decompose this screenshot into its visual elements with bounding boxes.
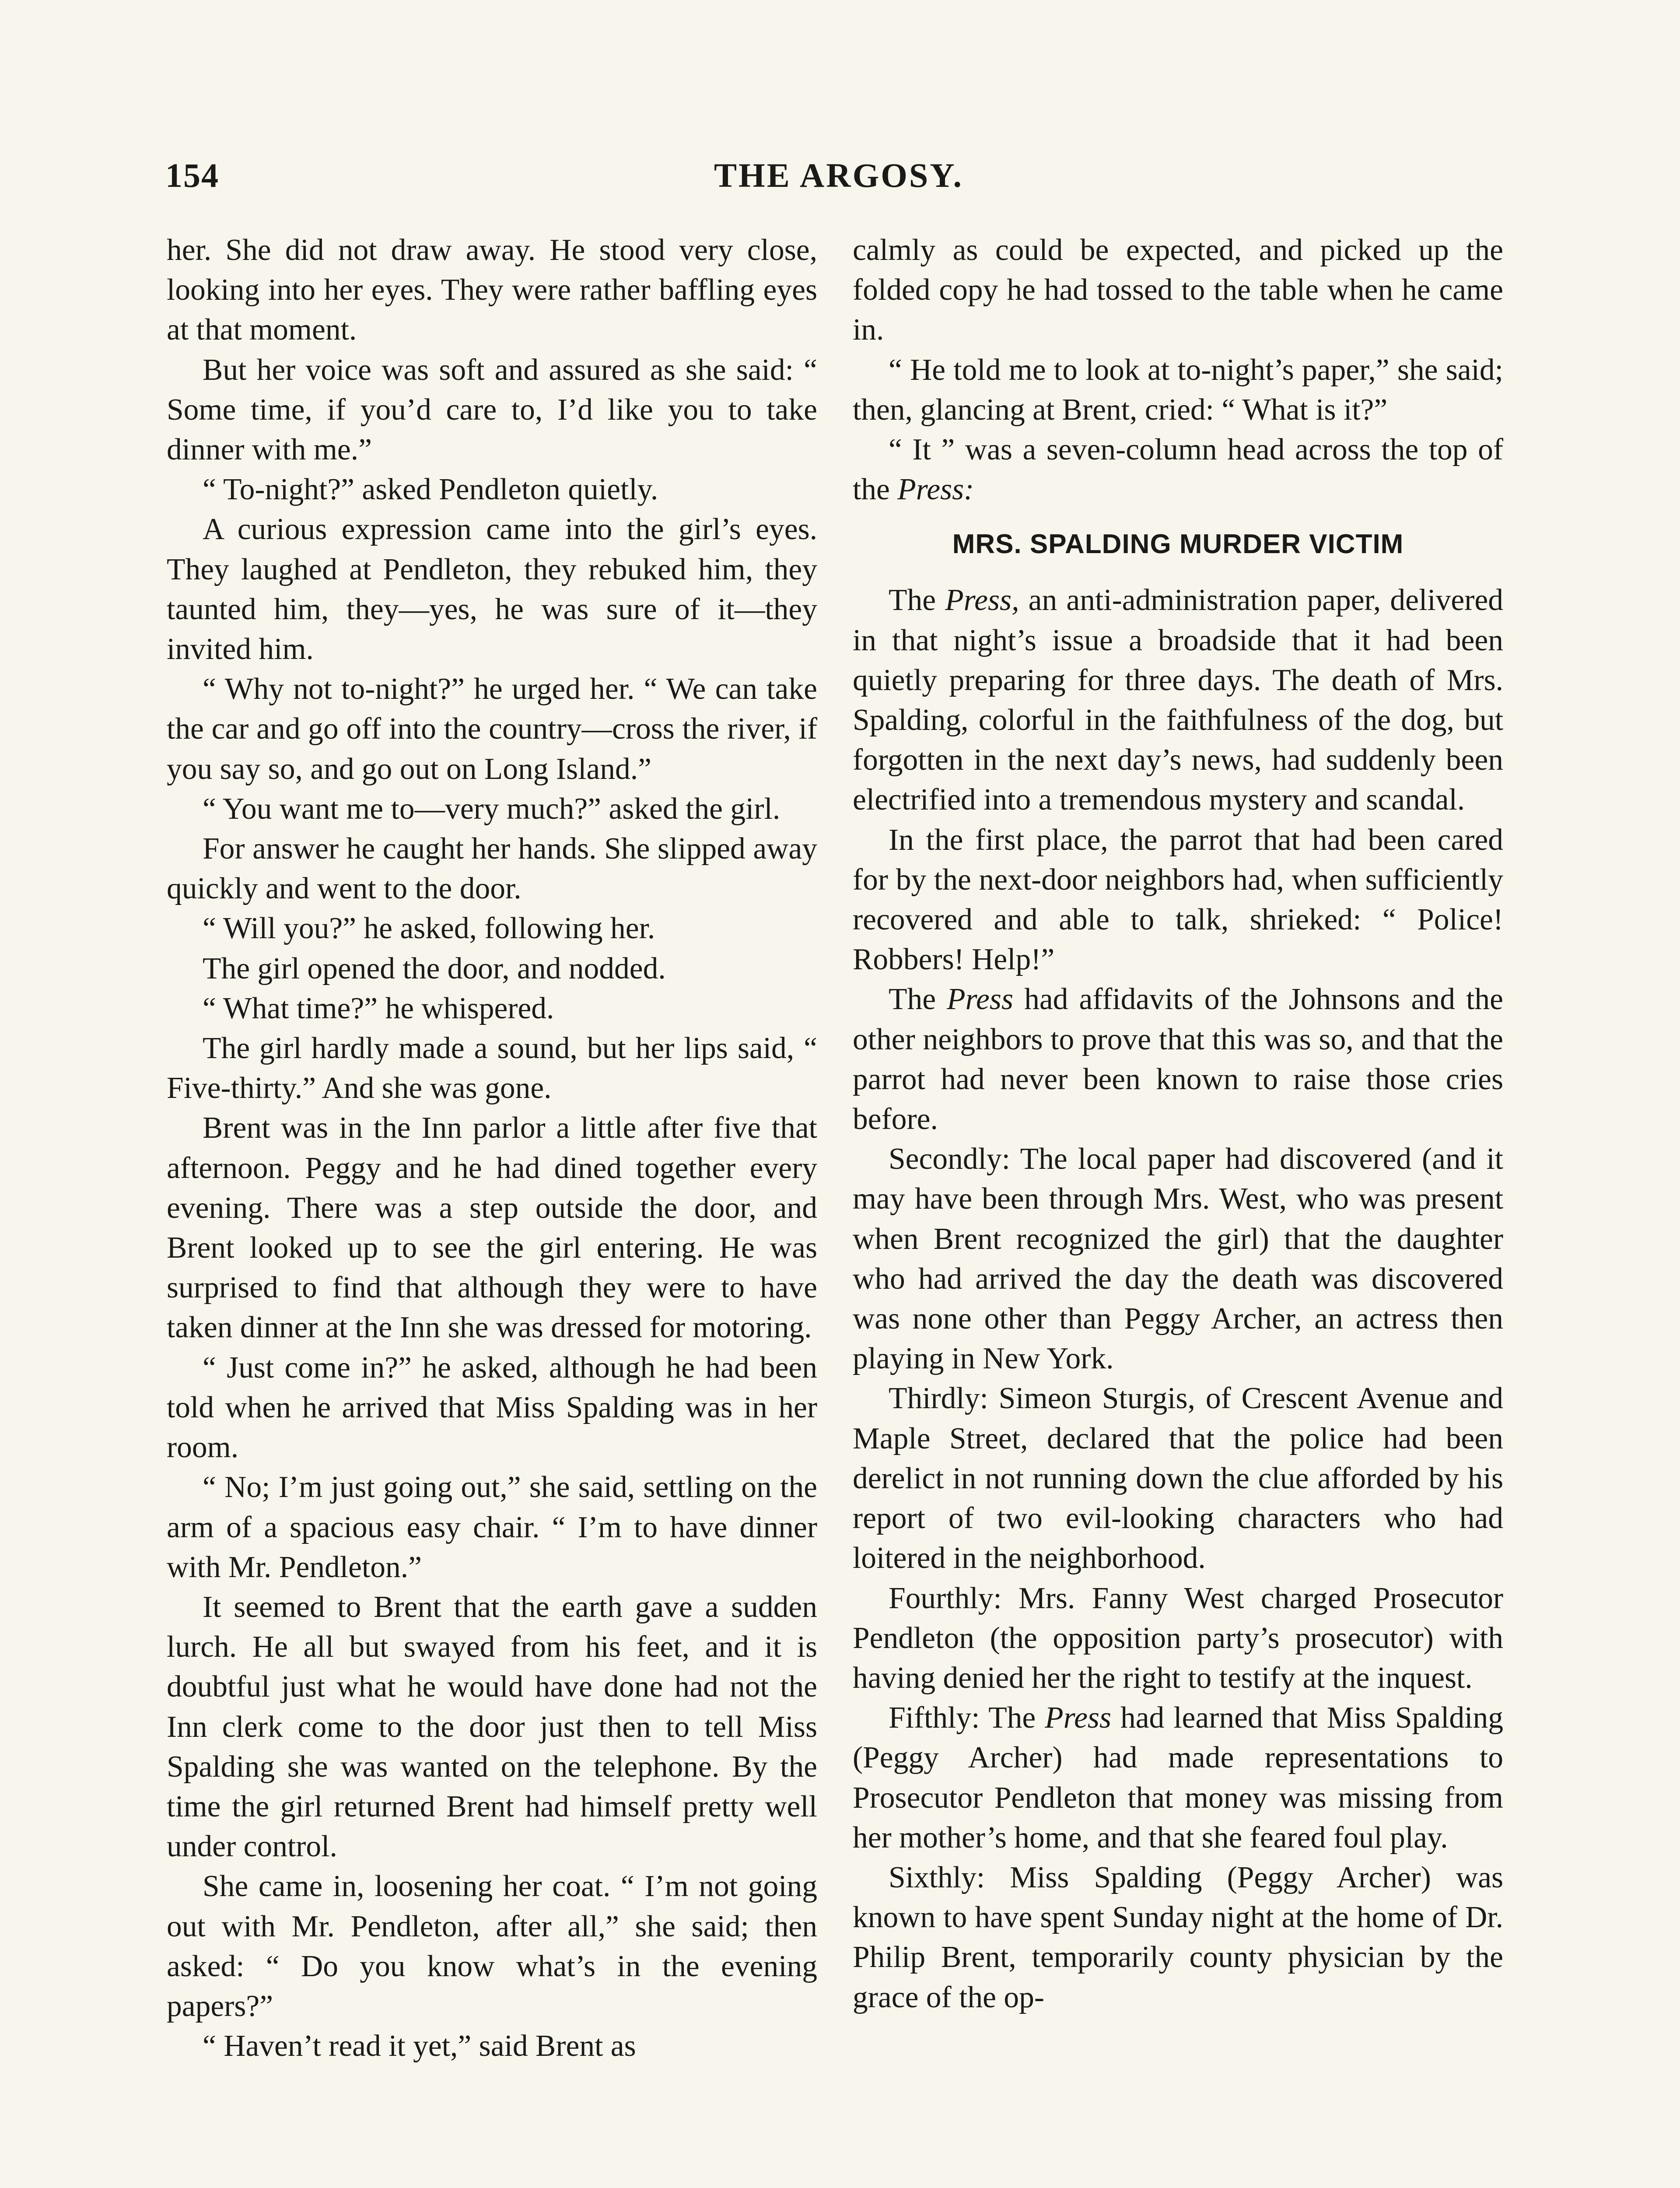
newspaper-name-italic: Press, (945, 583, 1019, 617)
paragraph (853, 580, 1503, 820)
paragraph: The girl opened the door, and nodded. (203, 951, 666, 985)
paragraph-text: had affidavits of the Johnsons and the other neighbors to prove that this was so, and that the parrot had never been known to raise those cries before. (853, 982, 1503, 1136)
paragraph: For answer he caught her hands. She slipped away quickly and went to the door. (167, 832, 817, 906)
paragraph (853, 1698, 1503, 1858)
continued-paragraph: her. She did not draw away. He stood very close, looking into her eyes. They were rather baffling eyes at that moment. (167, 233, 817, 347)
paragraph: Brent was in the Inn parlor a little after five that afternoon. Peggy and he had dined together every evening. There was a step outside the door, and Brent looked up to see the girl entering. He was surprised to find that although they were to have taken dinner at the Inn she was dressed for motoring. (167, 1111, 817, 1345)
paragraph: “ To-night?” asked Pendleton quietly. (203, 473, 658, 507)
paragraph (853, 430, 1503, 509)
paragraph: The girl hardly made a sound, but her lips said, “ Five-thirty.” And she was gone. (167, 1031, 817, 1105)
page-number: 154 (165, 156, 219, 194)
running-head (165, 156, 1512, 204)
newspaper-name-italic: Press (947, 982, 1013, 1017)
newspaper-name-italic: Press: (897, 473, 974, 507)
paragraph: Thirdly: Simeon Sturgis, of Crescent Avenue and Maple Street, declared that the police had been derelict in not running down the clue afforded by his report of two evil-looking characters who had loitered in the neighborhood. (853, 1382, 1503, 1575)
paragraph-text: Fifthly: The (889, 1701, 1045, 1735)
left-text-column (167, 230, 817, 2066)
right-text-column (853, 230, 1503, 2017)
paragraph-text: The (889, 583, 945, 617)
paragraph: “ Why not to-night?” he urged her. “ We can take the car and go off into the country—cross the river, if you say so, and go out on Long Island.” (167, 672, 817, 786)
paragraph: Sixthly: Miss Spalding (Peggy Archer) was known to have spent Sunday night at the home of Dr. Philip Brent, temporarily county physician by the grace of the op- (853, 1860, 1503, 2014)
paragraph-text: an anti-administration paper, delivered in that night’s issue a broadside that it had been quietly preparing for three days. The death of Mrs. Spalding, colorful in the faithfulness of the dog, but forgotten in the next day’s news, had suddenly been electrified into a tremendous mystery and scandal. (853, 583, 1503, 817)
paragraph: “ Will you?” he asked, following her. (203, 912, 655, 946)
paragraph: “ No; I’m just going out,” she said, settling on the arm of a spacious easy chair. “ I’m to have dinner with Mr. Pendleton.” (167, 1470, 817, 1584)
paragraph-text: “ It ” was a seven-column head across the top of the (853, 433, 1503, 507)
paragraph: “ You want me to—very much?” asked the girl. (203, 792, 780, 826)
paragraph: Secondly: The local paper had discovered (and it may have been through Mrs. West, who was present when Brent recognized the girl) that the daughter who had arrived the day the death was discovered was none other than Peggy Archer, an actress then playing in New York. (853, 1142, 1503, 1376)
paragraph: Fourthly: Mrs. Fanny West charged Prosecutor Pendleton (the opposition party’s prosecutor) with having denied her the right to testify at the inquest. (853, 1581, 1503, 1695)
magazine-title: THE ARGOSY. (714, 156, 963, 194)
paragraph: “ Haven’t read it yet,” said Brent as (203, 2029, 636, 2063)
continued-paragraph: calmly as could be expected, and picked up the folded copy he had tossed to the table when he came in. (853, 233, 1503, 347)
newspaper-name-italic: Press (1045, 1701, 1112, 1735)
paragraph: In the first place, the parrot that had been cared for by the next-door neighbors had, when sufficiently recovered and able to talk, shrieked: “ Police! Robbers! Help!” (853, 823, 1503, 977)
paragraph-text: had learned that Miss Spalding (Peggy Archer) had made representations to Prosecutor Pendleton that money was missing from her mother’s home, and that she feared foul play. (853, 1701, 1503, 1855)
paragraph: A curious expression came into the girl’s eyes. They laughed at Pendleton, they rebuked him, they taunted him, they—yes, he was sure of it—they invited him. (167, 512, 817, 666)
newspaper-headline: MRS. SPALDING MURDER VICTIM (952, 529, 1404, 560)
paragraph-text: The (889, 982, 947, 1017)
paragraph: “ Just come in?” he asked, although he had been told when he arrived that Miss Spalding was in her room. (167, 1350, 817, 1465)
paragraph: But her voice was soft and assured as she said: “ Some time, if you’d care to, I’d like you to take dinner with me.” (167, 353, 817, 467)
paragraph (853, 979, 1503, 1139)
paragraph: It seemed to Brent that the earth gave a sudden lurch. He all but swayed from his feet, and it is doubtful just what he would have done had not the Inn clerk come to the door just then to tell Miss Spalding she was wanted on the telephone. By the time the girl returned Brent had himself pretty well under control. (167, 1590, 817, 1864)
paragraph: She came in, loosening her coat. “ I’m not going out with Mr. Pendleton, after all,” she said; then asked: “ Do you know what’s in the evening papers?” (167, 1869, 817, 2023)
paragraph: “ He told me to look at to-night’s paper,” she said; then, glancing at Brent, cried: “ What is it?” (853, 353, 1503, 427)
paragraph: “ What time?” he whispered. (203, 991, 554, 1025)
